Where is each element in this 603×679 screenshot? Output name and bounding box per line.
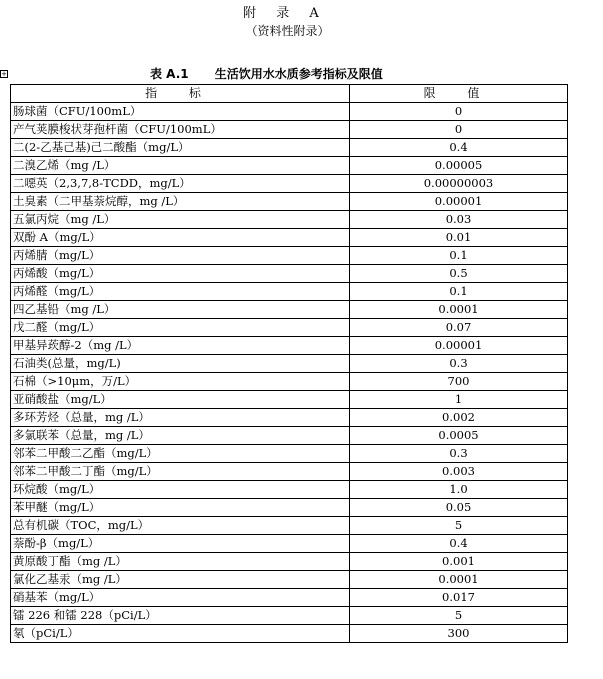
table-row: [11, 391, 568, 409]
limit-cell: 0.4: [350, 535, 568, 553]
table-row: [11, 211, 568, 229]
indicator-cell: 戊二醛（mg/L）: [11, 319, 350, 337]
indicator-cell: 丙烯腈（mg/L）: [11, 247, 350, 265]
indicator-cell: 肠球菌（CFU/100mL）: [11, 103, 350, 121]
table-row: [11, 463, 568, 481]
indicator-cell: 二(2-乙基己基)己二酸酯（mg/L）: [11, 139, 350, 157]
indicator-cell: 二噁英（2,3,7,8-TCDD，mg/L）: [11, 175, 350, 193]
appendix-title: 附 录 A: [243, 6, 327, 21]
header-indicator: 指 标: [11, 85, 350, 103]
limit-cell: 0.003: [350, 463, 568, 481]
table-row: [11, 535, 568, 553]
indicator-cell: 萘酚-β（mg/L）: [11, 535, 350, 553]
limit-cell: 0.1: [350, 247, 568, 265]
table-row: [11, 553, 568, 571]
indicator-cell: 亚硝酸盐（mg/L）: [11, 391, 350, 409]
table-row: [11, 499, 568, 517]
table-row: [11, 175, 568, 193]
limit-cell: 0.0001: [350, 301, 568, 319]
indicator-cell: 四乙基铅（mg /L）: [11, 301, 350, 319]
limit-cell: 0.002: [350, 409, 568, 427]
indicator-cell: 总有机碳（TOC，mg/L）: [11, 517, 350, 535]
limit-cell: 0.05: [350, 499, 568, 517]
indicator-cell: 环烷酸（mg/L）: [11, 481, 350, 499]
indicator-cell: 多氯联苯（总量，mg /L）: [11, 427, 350, 445]
table-header-row: [11, 85, 568, 103]
limit-cell: 1.0: [350, 481, 568, 499]
indicator-cell: 黄原酸丁酯（mg /L）: [11, 553, 350, 571]
indicator-cell: 丙烯酸（mg/L）: [11, 265, 350, 283]
limit-cell: 0: [350, 121, 568, 139]
indicator-cell: 氯化乙基汞（mg /L）: [11, 571, 350, 589]
table-row: [11, 625, 568, 643]
limit-cell: 0.5: [350, 265, 568, 283]
table-row: [11, 121, 568, 139]
indicator-cell: 五氯丙烷（mg /L）: [11, 211, 350, 229]
limit-cell: 0.001: [350, 553, 568, 571]
limit-cell: 300: [350, 625, 568, 643]
table-row: [11, 319, 568, 337]
table-row: [11, 409, 568, 427]
limit-cell: 0.0001: [350, 571, 568, 589]
table-row: [11, 589, 568, 607]
indicator-cell: 石油类(总量，mg/L): [11, 355, 350, 373]
move-cross-icon[interactable]: +: [1, 70, 7, 78]
table-caption-number: 表 A.1: [150, 67, 189, 81]
limit-cell: 700: [350, 373, 568, 391]
limit-cell: 0.0005: [350, 427, 568, 445]
indicator-cell: 硝基苯（mg/L）: [11, 589, 350, 607]
indicator-cell: 土臭素（二甲基萘烷醇，mg /L）: [11, 193, 350, 211]
limit-cell: 0.4: [350, 139, 568, 157]
table-row: [11, 265, 568, 283]
indicator-cell: 氡（pCi/L）: [11, 625, 350, 643]
table-row: [11, 517, 568, 535]
indicator-cell: 镭 226 和镭 228（pCi/L）: [11, 607, 350, 625]
table-row: [11, 103, 568, 121]
table-row: [11, 571, 568, 589]
indicator-cell: 邻苯二甲酸二乙酯（mg/L）: [11, 445, 350, 463]
limit-cell: 0.00001: [350, 337, 568, 355]
table-row: [11, 193, 568, 211]
limit-cell: 0.03: [350, 211, 568, 229]
indicator-cell: 邻苯二甲酸二丁酯（mg/L）: [11, 463, 350, 481]
limit-cell: 5: [350, 607, 568, 625]
table-row: [11, 247, 568, 265]
appendix-subtitle: （资料性附录）: [245, 24, 330, 38]
table-row: [11, 373, 568, 391]
limit-cell: 0.3: [350, 355, 568, 373]
indicator-cell: 产气荚膜梭状芽孢杆菌（CFU/100mL）: [11, 121, 350, 139]
indicator-cell: 苯甲醚（mg/L）: [11, 499, 350, 517]
table-row: [11, 481, 568, 499]
indicator-cell: 多环芳烃（总量，mg /L）: [11, 409, 350, 427]
indicator-cell: 甲基异莰醇-2（mg /L）: [11, 337, 350, 355]
table-row: [11, 301, 568, 319]
table-caption-title: 生活饮用水水质参考指标及限值: [214, 67, 383, 81]
table-row: [11, 283, 568, 301]
indicator-cell: 二溴乙烯（mg /L）: [11, 157, 350, 175]
limit-cell: 1: [350, 391, 568, 409]
reference-indicator-table: [10, 84, 568, 643]
limit-cell: 0.07: [350, 319, 568, 337]
limit-cell: 0: [350, 103, 568, 121]
table-row: [11, 607, 568, 625]
limit-cell: 0.01: [350, 229, 568, 247]
header-limit: 限 值: [350, 85, 568, 103]
table-caption: [150, 65, 383, 82]
table-body: [11, 103, 568, 643]
indicator-cell: 石棉（>10μm，万/L）: [11, 373, 350, 391]
table-row: [11, 445, 568, 463]
indicator-cell: 丙烯醛（mg/L）: [11, 283, 350, 301]
limit-cell: 0.017: [350, 589, 568, 607]
table-row: [11, 157, 568, 175]
limit-cell: 0.3: [350, 445, 568, 463]
table-row: [11, 337, 568, 355]
table-row: [11, 229, 568, 247]
limit-cell: 0.00005: [350, 157, 568, 175]
limit-cell: 5: [350, 517, 568, 535]
limit-cell: 0.00000003: [350, 175, 568, 193]
table-row: [11, 355, 568, 373]
limit-cell: 0.1: [350, 283, 568, 301]
table-row: [11, 139, 568, 157]
limit-cell: 0.00001: [350, 193, 568, 211]
indicator-cell: 双酚 A（mg/L）: [11, 229, 350, 247]
table-row: [11, 427, 568, 445]
